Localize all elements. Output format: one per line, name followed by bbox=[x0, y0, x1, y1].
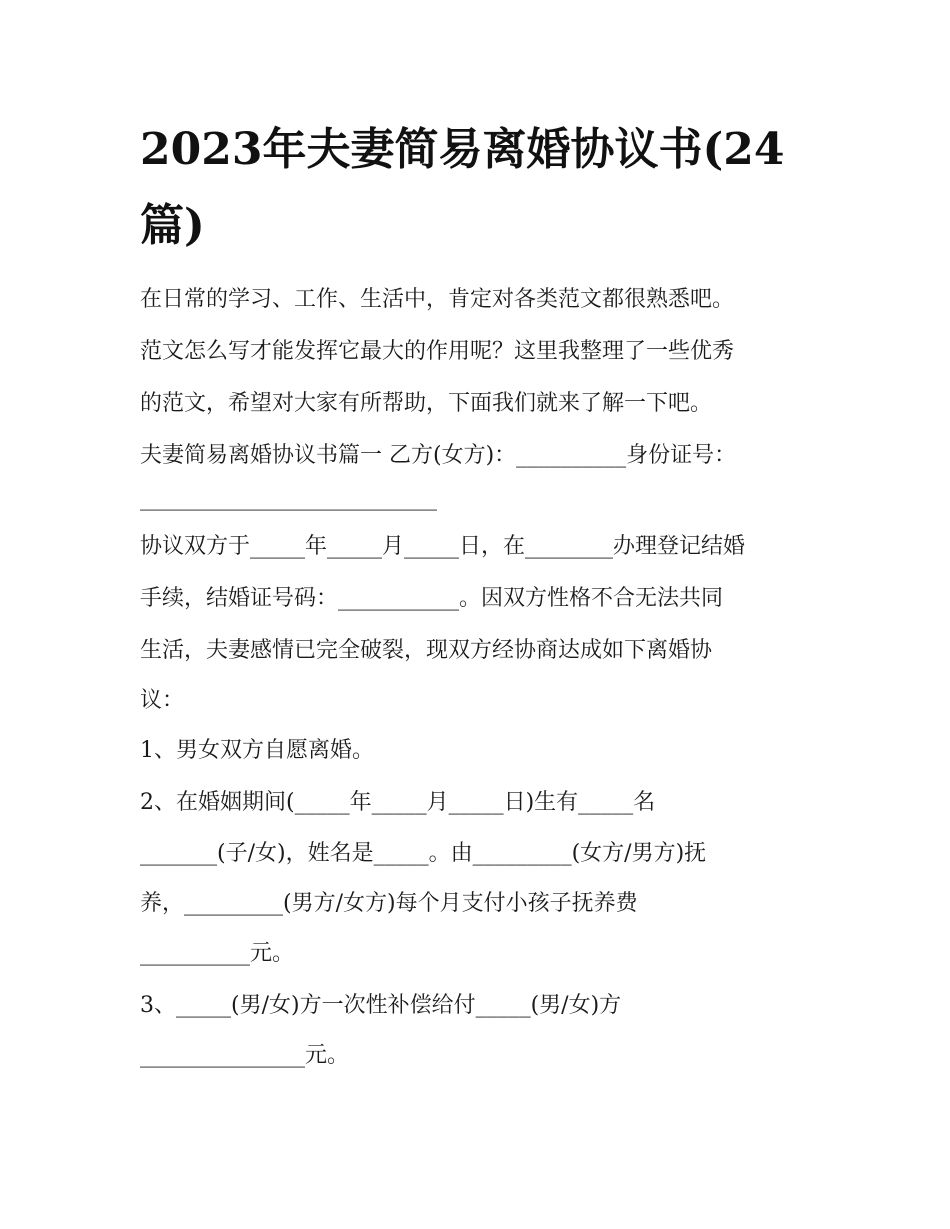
clause-3-line-2: _______________元。 bbox=[140, 1043, 350, 1068]
paragraph-line-3: 的范文，希望对大家有所帮助，下面我们就来了解一下吧。 bbox=[140, 391, 713, 416]
clause-3-line-1: 3、_____(男/女)方一次性补偿给付_____(男/女)方 bbox=[140, 993, 622, 1018]
clause-2-line-1: 2、在婚姻期间(_____年_____月_____日)生有_____名 bbox=[140, 790, 656, 815]
paragraph-line-7: 手续，结婚证号码：___________。因双方性格不合无法共同 bbox=[140, 586, 724, 611]
paragraph-line-6: 协议双方于_____年_____月_____日，在________办理登记结婚 bbox=[140, 534, 746, 559]
paragraph-line-2: 范文怎么写才能发挥它最大的作用呢？这里我整理了一些优秀 bbox=[140, 339, 735, 364]
clause-2-line-3: 养，_________(男方/女方)每个月支付小孩子抚养费 bbox=[140, 891, 638, 916]
paragraph-line-9: 议： bbox=[140, 688, 185, 713]
document-title: 2023年夫妻简易离婚协议书(24篇) bbox=[140, 124, 785, 251]
clause-2-line-2: _______(子/女)，姓名是_____。由_________(女方/男方)抚 bbox=[140, 841, 707, 866]
clause-1: 1、男女双方自愿离婚。 bbox=[140, 738, 374, 763]
paragraph-line-1: 在日常的学习、工作、生活中，肯定对各类范文都很熟悉吧。 bbox=[140, 287, 735, 312]
paragraph-line-8: 生活，夫妻感情已完全破裂，现双方经协商达成如下离婚协 bbox=[140, 638, 713, 663]
blank-line-id-number: ___________________________ bbox=[140, 486, 437, 511]
paragraph-line-4: 夫妻简易离婚协议书篇一 乙方(女方)：__________身份证号： bbox=[140, 443, 737, 468]
clause-2-line-4: __________元。 bbox=[140, 941, 295, 966]
